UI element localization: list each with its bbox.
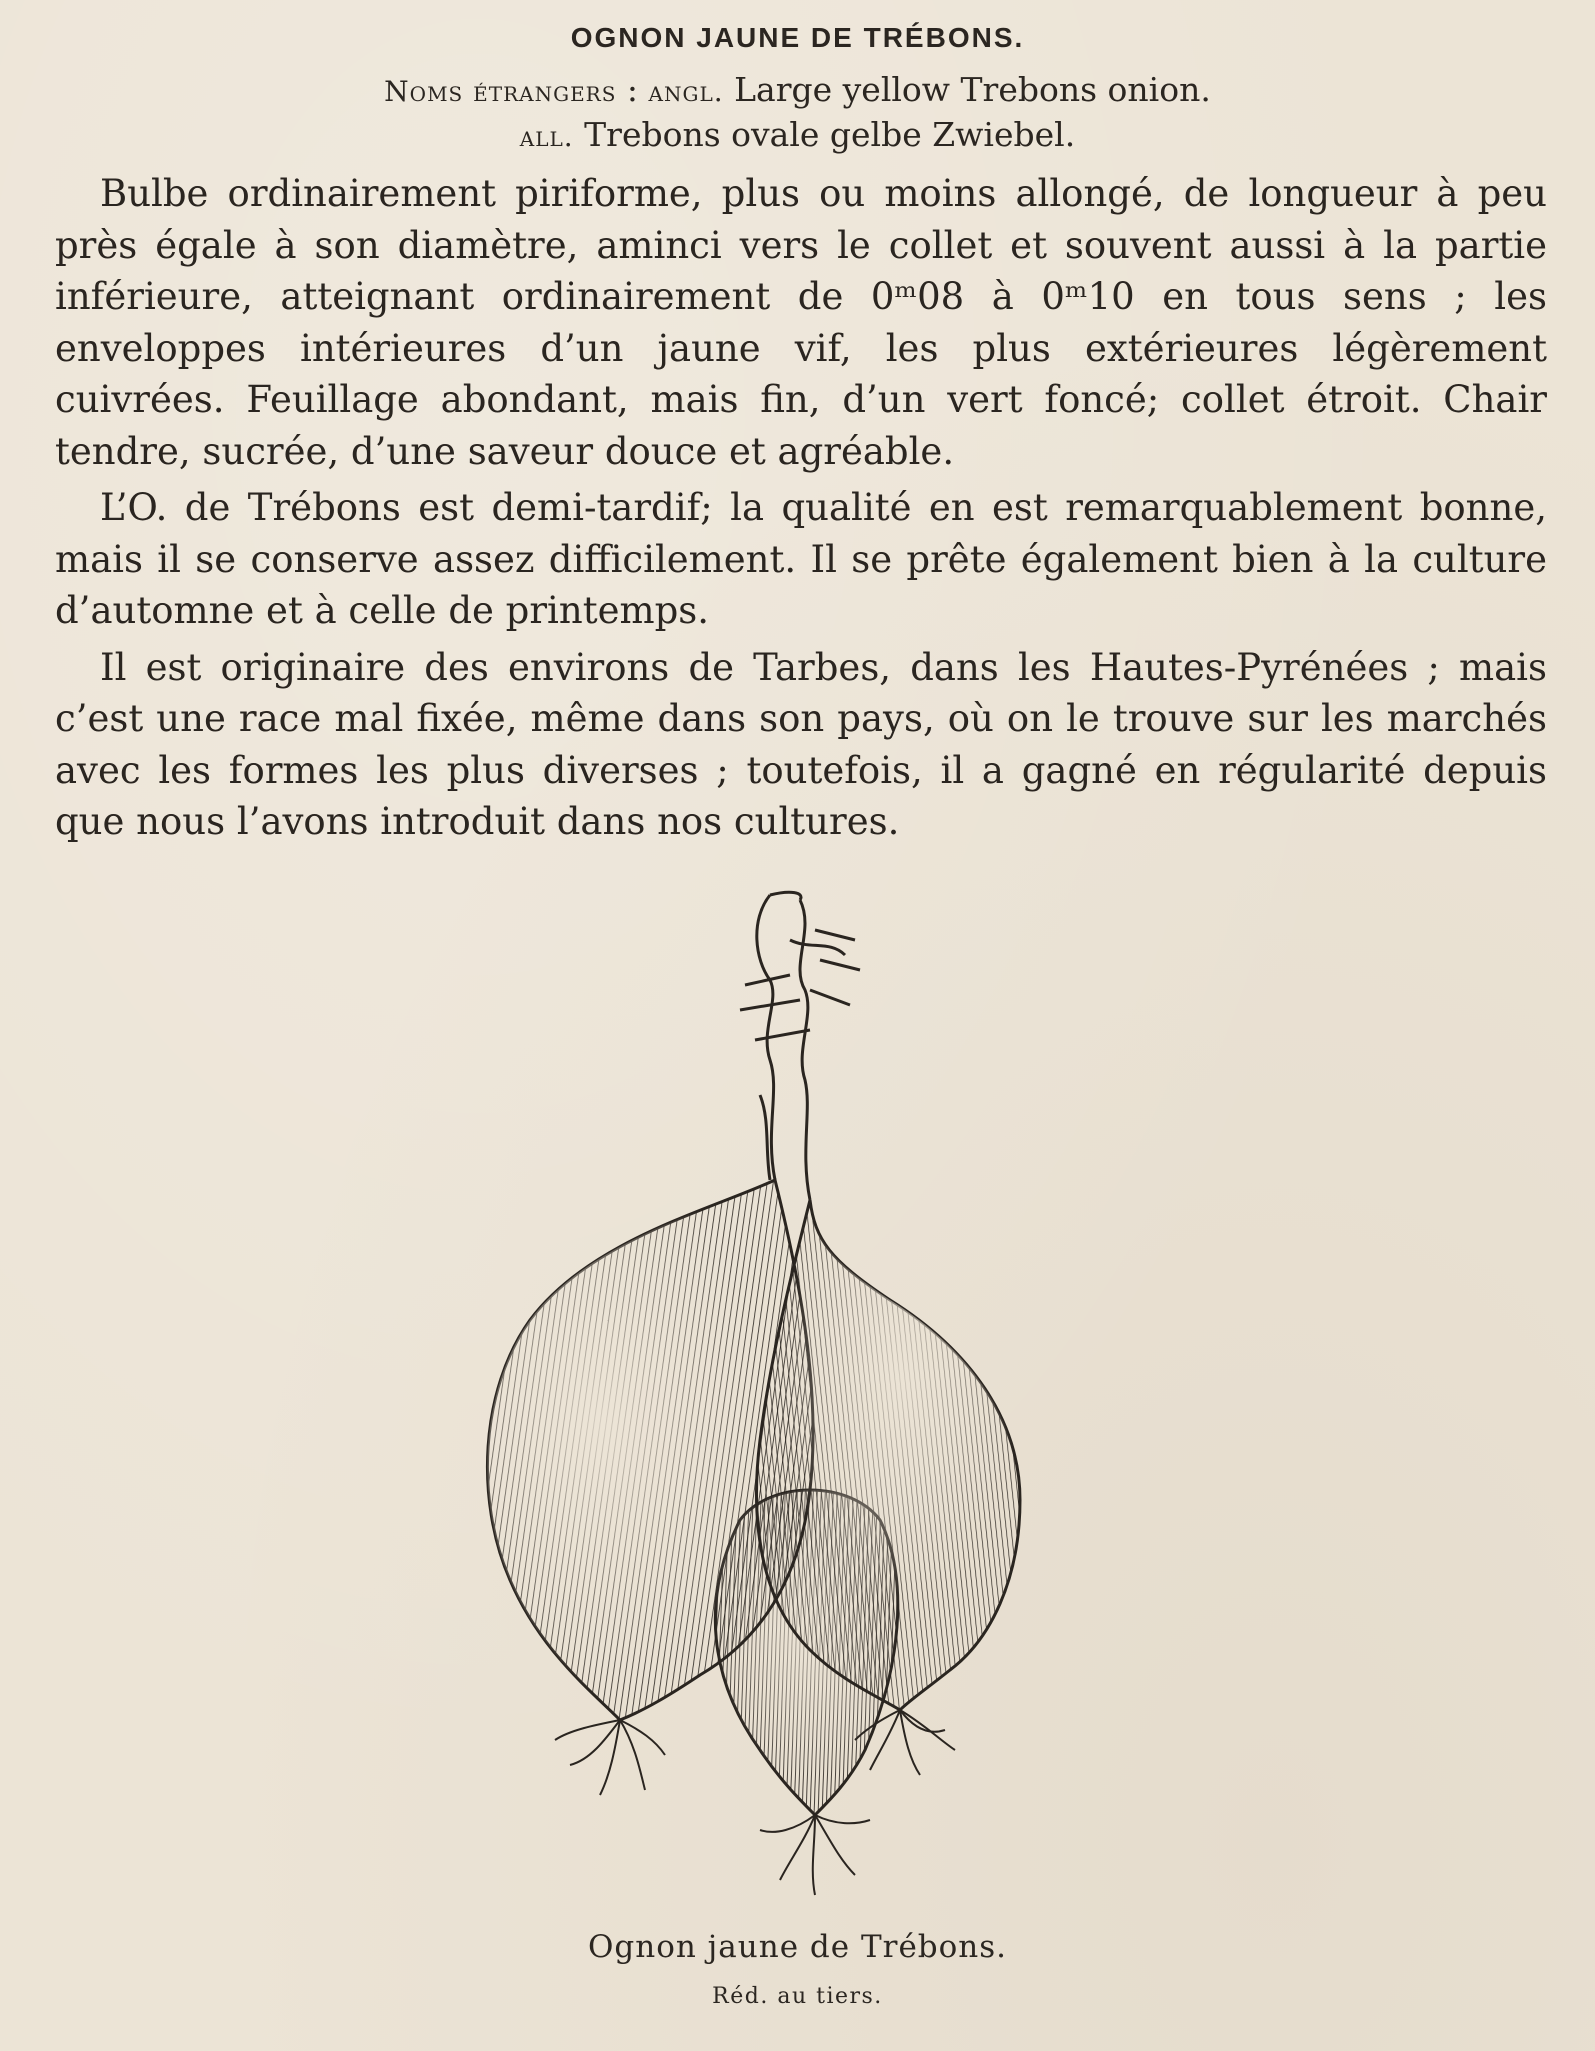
foreign-names-english [0, 70, 1595, 109]
english-name: Large yellow Trebons onion. [723, 70, 1211, 109]
foreign-names-label: Noms étrangers [384, 75, 617, 108]
page-title: OGNON JAUNE DE TRÉBONS. [570, 22, 1025, 53]
foreign-names-separator: : [616, 70, 649, 109]
figure-scale-note: Réd. au tiers. [712, 1984, 883, 2009]
paragraph-description: Bulbe ordinairement piriforme, plus ou moins allongé, de longueur à peu près égale à son diamètre, aminci vers le collet et souvent aussi à la partie inférieure, atteignant ordinairement de 0ᵐ08 à 0ᵐ10 en tous sens ; les enveloppes intérieures d’un jaune vif, les plus extérieures légèrement cuivrées. Feuillage abondant, mais fin, d’un vert foncé; collet étroit. Chair tendre, sucrée, d’une saveur douce et agréable. [55, 172, 1547, 473]
onion-engraving-icon [470, 880, 1170, 1920]
figure-caption: Ognon jaune de Trébons. [587, 1929, 1008, 1965]
german-label: all. [519, 120, 574, 153]
onion-neck [740, 892, 860, 1200]
english-label: angl. [648, 75, 724, 108]
body-text [55, 168, 1547, 853]
paragraph-origin: Il est originaire des environs de Tarbes, dans les Hautes-Pyrénées ; mais c’est une race mal fixée, même dans son pays, où on le trouve sur les marchés avec les formes les plus diverses ; toutefois, il a gagné en régularité depuis que nous l’avons introduit dans nos cultures. [55, 645, 1547, 843]
german-name: Trebons ovale gelbe Zwiebel. [573, 115, 1076, 154]
onion-illustration [470, 880, 1170, 1920]
paragraph-quality: L’O. de Trébons est demi-tardif; la qualité en est remarquablement bonne, mais il se conserve assez difficilement. Il se prête également bien à la culture d’automne et à celle de printemps. [55, 486, 1547, 632]
foreign-names-german [0, 115, 1595, 154]
